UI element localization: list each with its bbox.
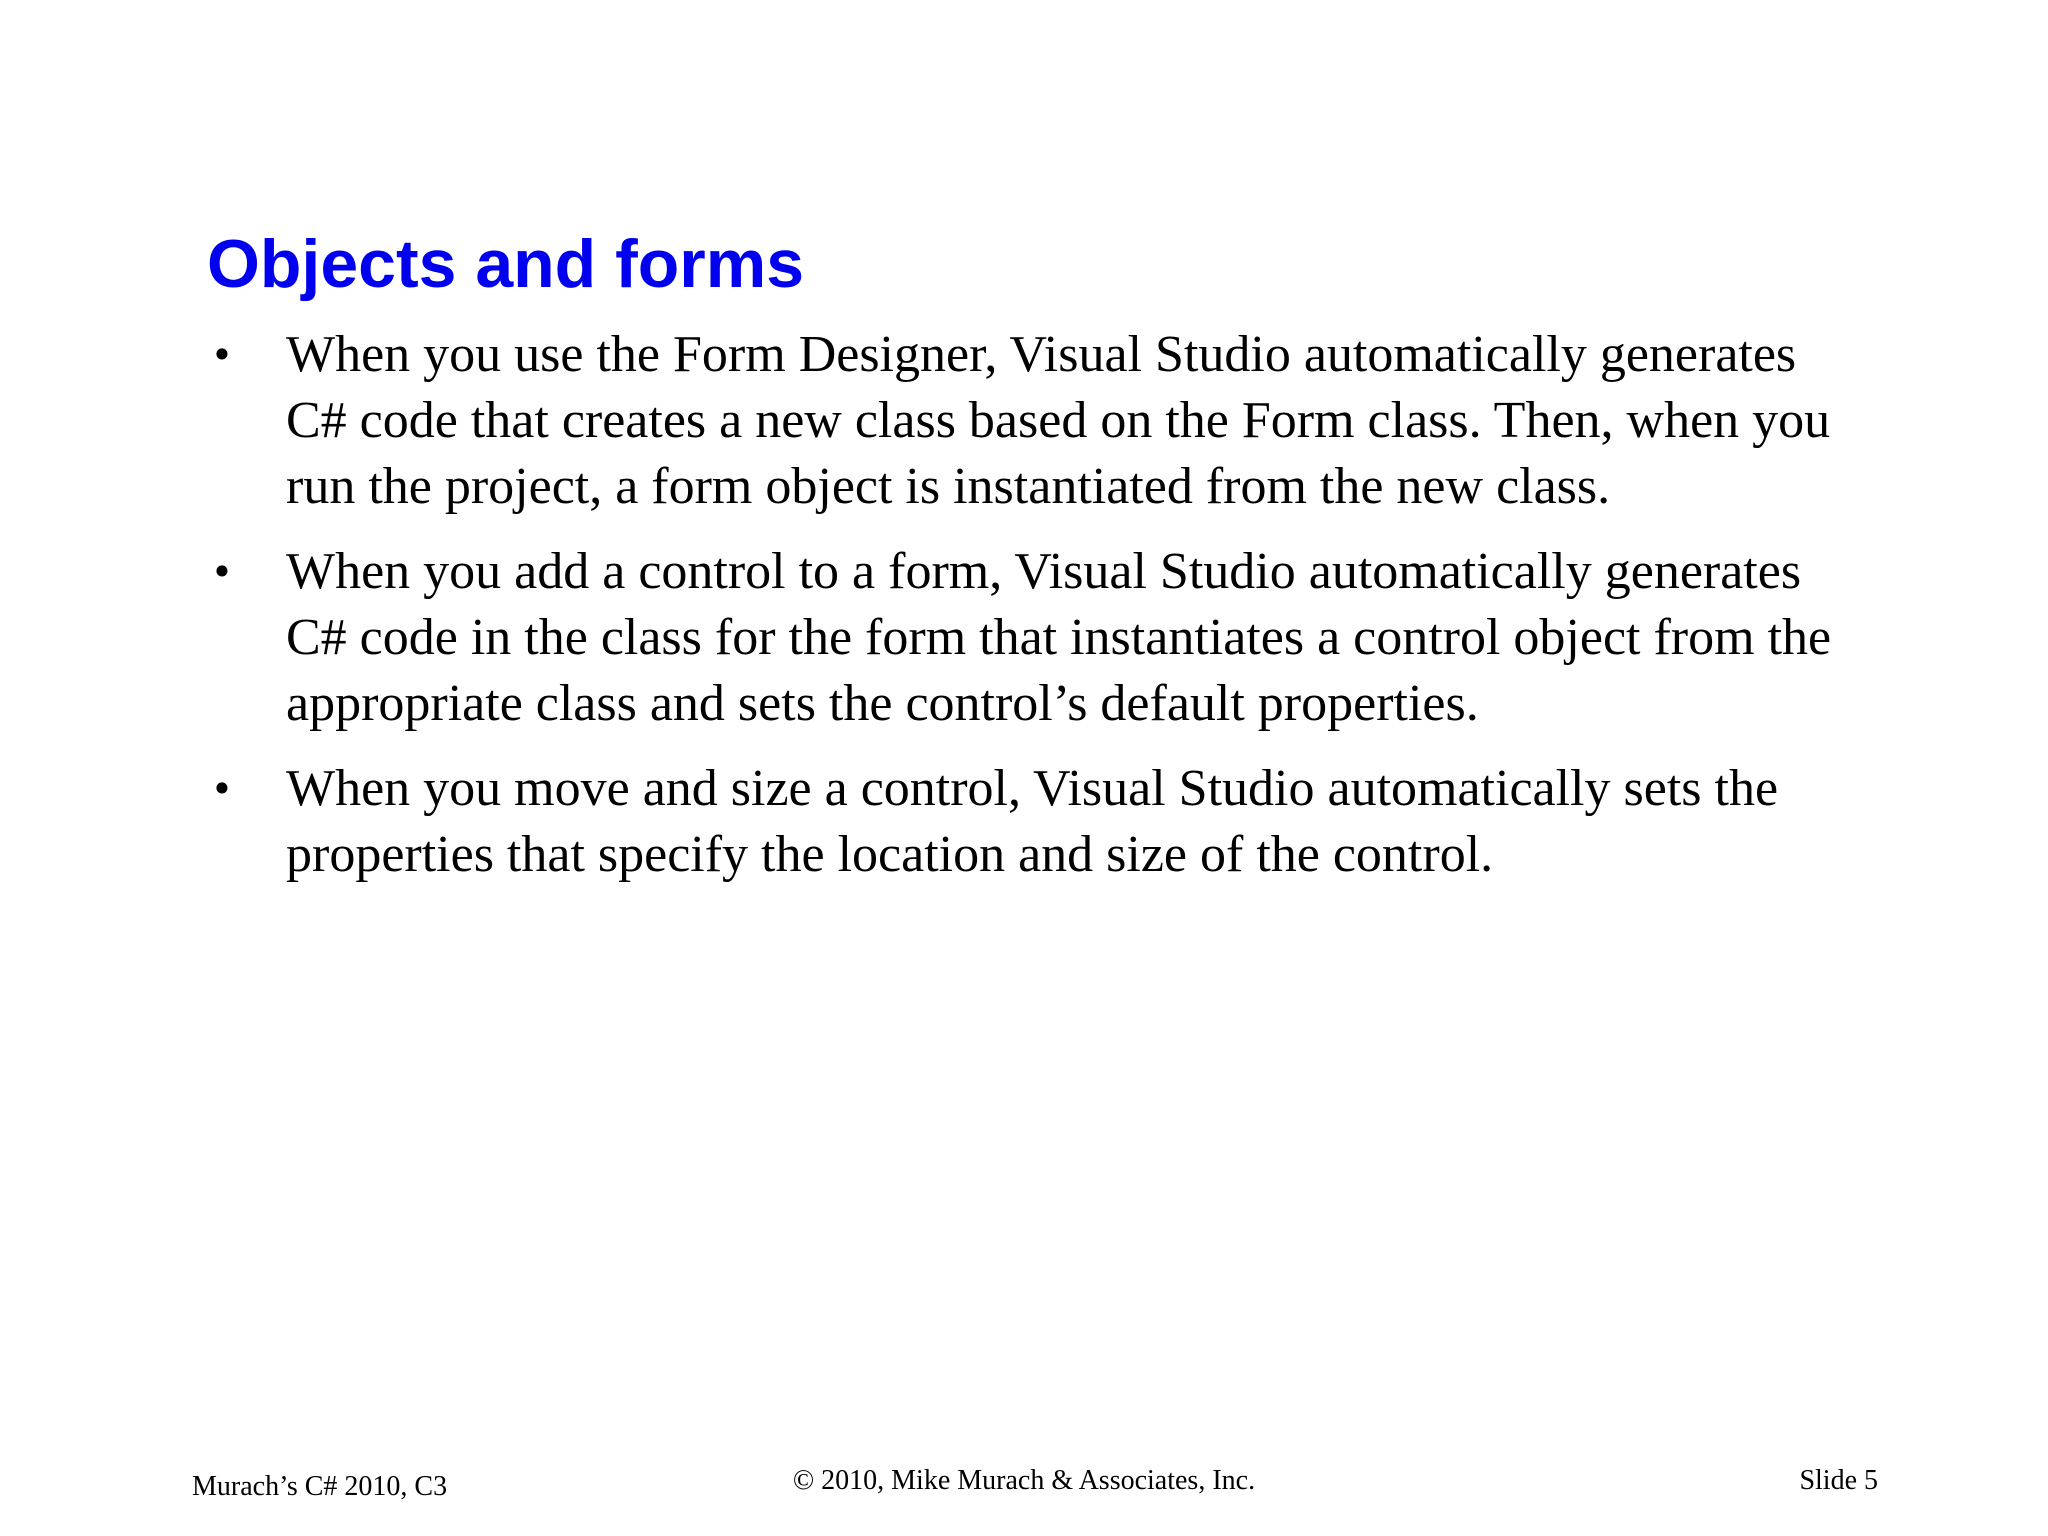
bullet-text: When you use the Form Designer, Visual Studio automatically generates C# code that creates a new class based on the Form class. Then, when you run the project, a form object is instantiated from the new class. — [286, 326, 1831, 515]
bullet-item — [207, 756, 1847, 888]
bullet-icon: • — [210, 550, 234, 594]
bullet-list — [207, 322, 1847, 907]
footer-course-label: Murach’s C# 2010, C3 — [192, 1471, 448, 1502]
footer-slide-number: Slide 5 — [1799, 1465, 1878, 1496]
footer-copyright: © 2010, Mike Murach & Associates, Inc. — [792, 1465, 1256, 1496]
bullet-item — [207, 539, 1847, 737]
bullet-text: When you add a control to a form, Visual Studio automatically generates C# code in the class for the form that instantiates a control object from the appropriate class and sets the control’s default properties. — [286, 543, 1832, 732]
bullet-item — [207, 322, 1847, 520]
slide-title: Objects and forms — [207, 226, 805, 302]
bullet-icon: • — [210, 767, 234, 811]
bullet-icon: • — [210, 333, 234, 377]
bullet-text: When you move and size a control, Visual Studio automatically sets the properties that specify the location and size of the control. — [286, 760, 1779, 883]
